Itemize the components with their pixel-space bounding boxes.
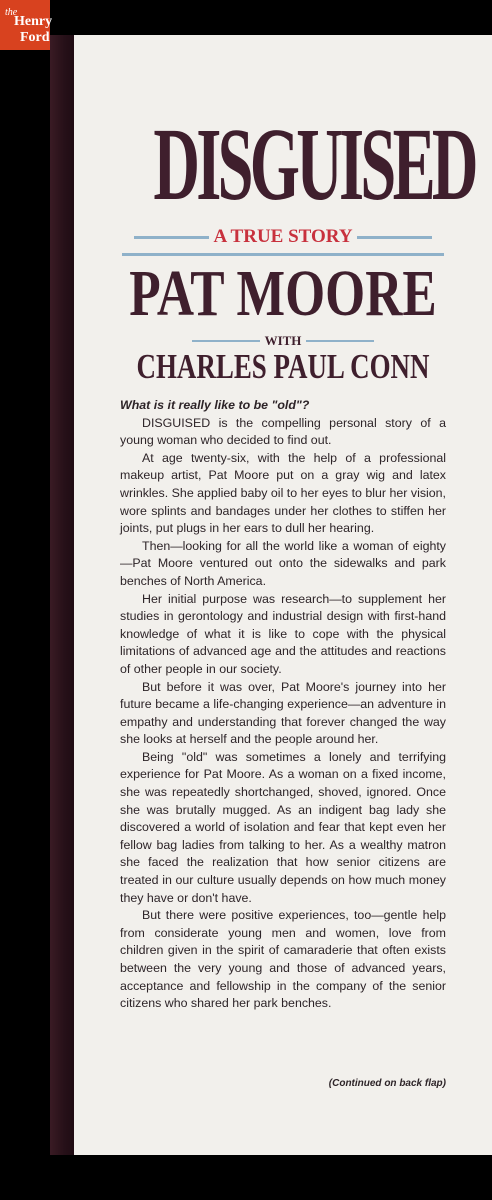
logo-henry: Henry (14, 14, 53, 29)
paragraph: DISGUISED is the compelling personal story of a young woman who decided to find out. (120, 415, 446, 448)
paragraph: Her initial purpose was research—to supplement her studies in gerontology and industrial design with first-hand knowledge of what it is like to cope with the physical limitations of advanced age and the attitudes and reactions of other people in our society. (120, 591, 446, 676)
book-title: DISGUISED (153, 107, 475, 222)
subtitle-rule-left (134, 236, 209, 239)
flap-copy (120, 397, 446, 1013)
subtitle-rule-right (357, 236, 432, 239)
with-rule-right (306, 340, 374, 342)
author-name: PAT MOORE (129, 257, 437, 330)
divider-rule (122, 253, 444, 256)
paragraph: Being "old" was sometimes a lonely and terrifying experience for Pat Moore. As a woman on a fixed income, she was repeatedly shortchanged, shoved, ignored. Once she was brutally mugged. As an indigent bag lady she discovered a world of isolation and fear that kept even her fellow bag ladies from talking to her. As a wealthy matron she faced the realization that how senior citizens are treated in our culture usually depends on how much money they have or don't have. (120, 749, 446, 905)
book-subtitle: A TRUE STORY (213, 226, 353, 247)
jacket-flap (74, 35, 492, 1155)
paragraph: But before it was over, Pat Moore's journey into her future became a life-changing experience—an adventure in empathy and understanding that forever changed the way she looks at herself and the people around her. (120, 679, 446, 747)
with-rule-left (192, 340, 260, 342)
logo-ford: Ford (20, 30, 50, 45)
subtitle-row (134, 225, 432, 249)
coauthor-name: CHARLES PAUL CONN (136, 347, 430, 386)
paragraph: Then—looking for all the world like a woman of eighty—Pat Moore ventured out onto the sidewalks and park benches of North America. (120, 538, 446, 588)
lead-question: What is it really like to be "old"? (120, 398, 310, 412)
paragraph: But there were positive experiences, too—gentle help from considerate young men and women, love from children given in the spirit of camaraderie that often exists between the very young and those of advanced years, acceptance and fellowship in the company of the senior citizens who shared her park benches. (120, 908, 446, 1011)
henry-ford-logo (0, 0, 53, 50)
with-label: WITH (264, 333, 302, 348)
logo-the: the (5, 7, 18, 18)
continued-note: (Continued on back flap) (328, 1078, 446, 1089)
book-spine (50, 35, 74, 1155)
paragraph: At age twenty-six, with the help of a professional makeup artist, Pat Moore put on a gray wig and latex wrinkles. She applied baby oil to her eyes to blur her vision, wore splints and bandages under her clothes to stiffen her joints, put plugs in her ears to dull her hearing. (120, 450, 446, 536)
